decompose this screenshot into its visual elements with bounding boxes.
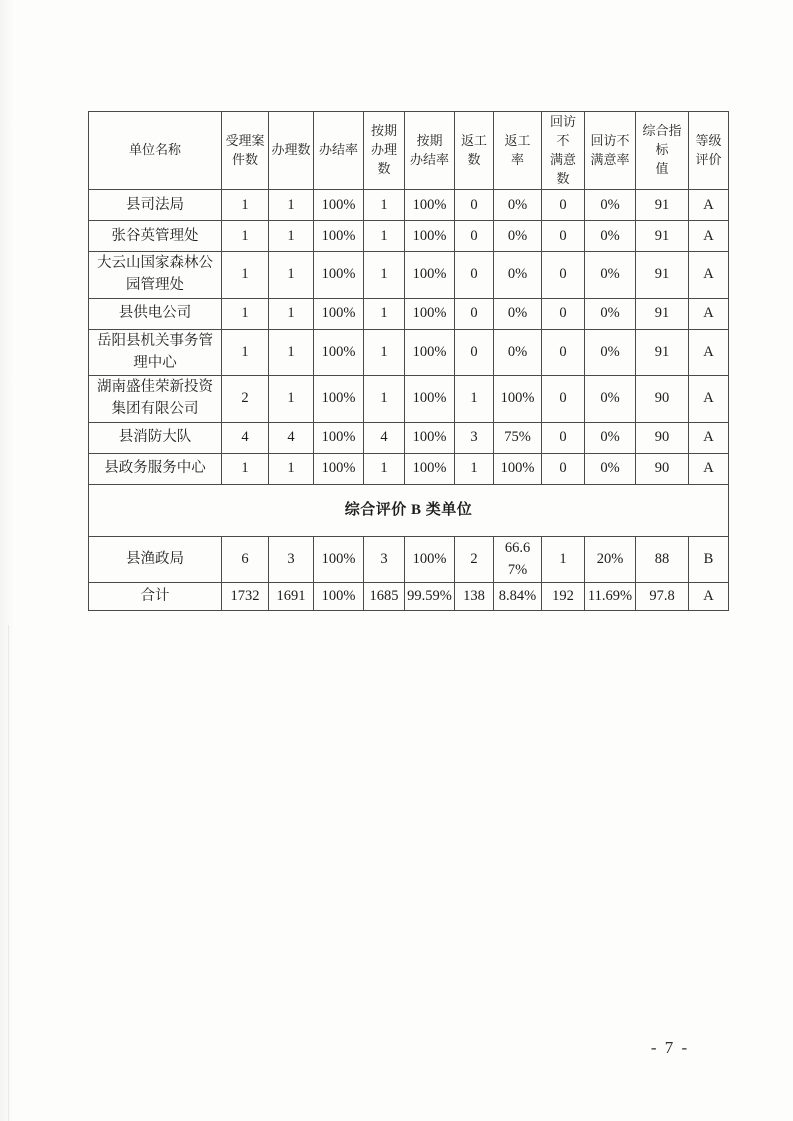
value-cell: 99.59%: [405, 583, 455, 611]
value-cell: 0: [542, 252, 585, 299]
value-cell: A: [689, 252, 729, 299]
value-cell: 0%: [585, 453, 636, 484]
value-cell: 100%: [314, 298, 364, 329]
value-cell: 91: [636, 329, 689, 376]
value-cell: 100%: [405, 298, 455, 329]
unit-name-cell: 县供电公司: [89, 298, 222, 329]
value-cell: 0%: [494, 190, 542, 221]
value-cell: 11.69%: [585, 583, 636, 611]
value-cell: 1: [364, 221, 405, 252]
value-cell: 1: [222, 453, 269, 484]
table-body: [89, 190, 729, 611]
value-cell: 0: [542, 376, 585, 423]
column-header: 按期 办结率: [405, 112, 455, 190]
value-cell: 100%: [314, 329, 364, 376]
value-cell: 100%: [405, 376, 455, 423]
section-b-header-label: 综合评价 B 类单位: [89, 484, 729, 536]
value-cell: 100%: [314, 536, 364, 583]
value-cell: 100%: [314, 376, 364, 423]
value-cell: 100%: [314, 190, 364, 221]
value-cell: 97.8: [636, 583, 689, 611]
value-cell: 1: [364, 453, 405, 484]
column-header: 受理案 件数: [222, 112, 269, 190]
value-cell: A: [689, 453, 729, 484]
unit-name-cell: 湖南盛佳荣新投资集团有限公司: [89, 376, 222, 423]
value-cell: 100%: [314, 453, 364, 484]
value-cell: 100%: [494, 376, 542, 423]
column-header: 回访不 满意数: [542, 112, 585, 190]
table-row: [89, 583, 729, 611]
value-cell: 20%: [585, 536, 636, 583]
value-cell: 3: [269, 536, 314, 583]
value-cell: 6: [222, 536, 269, 583]
value-cell: 90: [636, 422, 689, 453]
value-cell: 1: [542, 536, 585, 583]
column-header: 等级 评价: [689, 112, 729, 190]
value-cell: 100%: [314, 252, 364, 299]
value-cell: 1732: [222, 583, 269, 611]
value-cell: 75%: [494, 422, 542, 453]
value-cell: 1: [269, 252, 314, 299]
value-cell: 0%: [494, 252, 542, 299]
value-cell: 4: [269, 422, 314, 453]
table-row: [89, 298, 729, 329]
value-cell: 100%: [494, 453, 542, 484]
value-cell: 1: [222, 190, 269, 221]
value-cell: 0: [455, 221, 494, 252]
value-cell: 1: [269, 453, 314, 484]
unit-name-cell: 县司法局: [89, 190, 222, 221]
value-cell: 0%: [585, 298, 636, 329]
column-header: 办结率: [314, 112, 364, 190]
unit-name-cell: 县渔政局: [89, 536, 222, 583]
value-cell: 1685: [364, 583, 405, 611]
page-number: - 7 -: [650, 1038, 690, 1057]
table-row: [89, 190, 729, 221]
value-cell: A: [689, 422, 729, 453]
value-cell: 1: [455, 453, 494, 484]
value-cell: 100%: [405, 221, 455, 252]
value-cell: 0%: [585, 190, 636, 221]
value-cell: A: [689, 221, 729, 252]
value-cell: 0: [455, 190, 494, 221]
value-cell: 100%: [314, 422, 364, 453]
value-cell: 100%: [405, 252, 455, 299]
value-cell: 1: [364, 329, 405, 376]
value-cell: 0%: [585, 422, 636, 453]
table-row: [89, 536, 729, 583]
value-cell: 91: [636, 252, 689, 299]
value-cell: 1: [455, 376, 494, 423]
value-cell: 2: [222, 376, 269, 423]
value-cell: B: [689, 536, 729, 583]
value-cell: 138: [455, 583, 494, 611]
value-cell: 0: [455, 298, 494, 329]
value-cell: 1: [364, 190, 405, 221]
value-cell: 0%: [494, 298, 542, 329]
table-row: [89, 221, 729, 252]
unit-name-cell: 县消防大队: [89, 422, 222, 453]
value-cell: 0%: [585, 329, 636, 376]
value-cell: 100%: [405, 329, 455, 376]
value-cell: 1: [222, 329, 269, 376]
value-cell: 0: [542, 298, 585, 329]
column-header: 按期 办理 数: [364, 112, 405, 190]
column-header: 返工 数: [455, 112, 494, 190]
table-header: [89, 112, 729, 190]
value-cell: 0%: [494, 329, 542, 376]
value-cell: 0: [542, 221, 585, 252]
unit-name-cell: 大云山国家森林公园管理处: [89, 252, 222, 299]
value-cell: 1: [364, 298, 405, 329]
value-cell: 0: [542, 190, 585, 221]
value-cell: 1691: [269, 583, 314, 611]
value-cell: 0: [542, 422, 585, 453]
table-row: [89, 422, 729, 453]
unit-name-cell: 县政务服务中心: [89, 453, 222, 484]
value-cell: 0%: [585, 252, 636, 299]
value-cell: 0: [455, 329, 494, 376]
value-cell: 1: [269, 190, 314, 221]
header-row: [89, 112, 729, 190]
value-cell: 100%: [314, 221, 364, 252]
evaluation-table: [88, 111, 729, 611]
value-cell: 1: [222, 298, 269, 329]
table-row: [89, 376, 729, 423]
value-cell: 0%: [585, 221, 636, 252]
value-cell: 0%: [585, 376, 636, 423]
value-cell: 2: [455, 536, 494, 583]
unit-name-cell: 岳阳县机关事务管理中心: [89, 329, 222, 376]
value-cell: 0%: [494, 221, 542, 252]
value-cell: 91: [636, 221, 689, 252]
value-cell: 1: [269, 298, 314, 329]
unit-name-cell: 合计: [89, 583, 222, 611]
value-cell: 3: [364, 536, 405, 583]
value-cell: 91: [636, 298, 689, 329]
value-cell: 100%: [314, 583, 364, 611]
value-cell: A: [689, 329, 729, 376]
unit-name-cell: 张谷英管理处: [89, 221, 222, 252]
value-cell: A: [689, 298, 729, 329]
section-b-header-row: [89, 484, 729, 536]
value-cell: 0: [455, 252, 494, 299]
value-cell: 0: [542, 453, 585, 484]
value-cell: 90: [636, 453, 689, 484]
value-cell: 1: [222, 221, 269, 252]
value-cell: 1: [222, 252, 269, 299]
value-cell: 4: [222, 422, 269, 453]
value-cell: 8.84%: [494, 583, 542, 611]
value-cell: 66.67%: [494, 536, 542, 583]
value-cell: A: [689, 190, 729, 221]
column-header: 单位名称: [89, 112, 222, 190]
value-cell: 1: [269, 329, 314, 376]
value-cell: 100%: [405, 422, 455, 453]
column-header: 返工 率: [494, 112, 542, 190]
value-cell: 100%: [405, 190, 455, 221]
value-cell: 1: [269, 376, 314, 423]
value-cell: 88: [636, 536, 689, 583]
value-cell: 90: [636, 376, 689, 423]
value-cell: 4: [364, 422, 405, 453]
column-header: 回访不 满意率: [585, 112, 636, 190]
value-cell: A: [689, 583, 729, 611]
value-cell: 100%: [405, 453, 455, 484]
value-cell: 100%: [405, 536, 455, 583]
value-cell: 1: [364, 376, 405, 423]
value-cell: 0: [542, 329, 585, 376]
value-cell: A: [689, 376, 729, 423]
column-header: 办理数: [269, 112, 314, 190]
table-row: [89, 252, 729, 299]
scan-edge-shadow: [8, 625, 9, 1121]
value-cell: 1: [269, 221, 314, 252]
value-cell: 1: [364, 252, 405, 299]
table-row: [89, 453, 729, 484]
value-cell: 192: [542, 583, 585, 611]
column-header: 综合指标 值: [636, 112, 689, 190]
value-cell: 91: [636, 190, 689, 221]
table-row: [89, 329, 729, 376]
value-cell: 3: [455, 422, 494, 453]
